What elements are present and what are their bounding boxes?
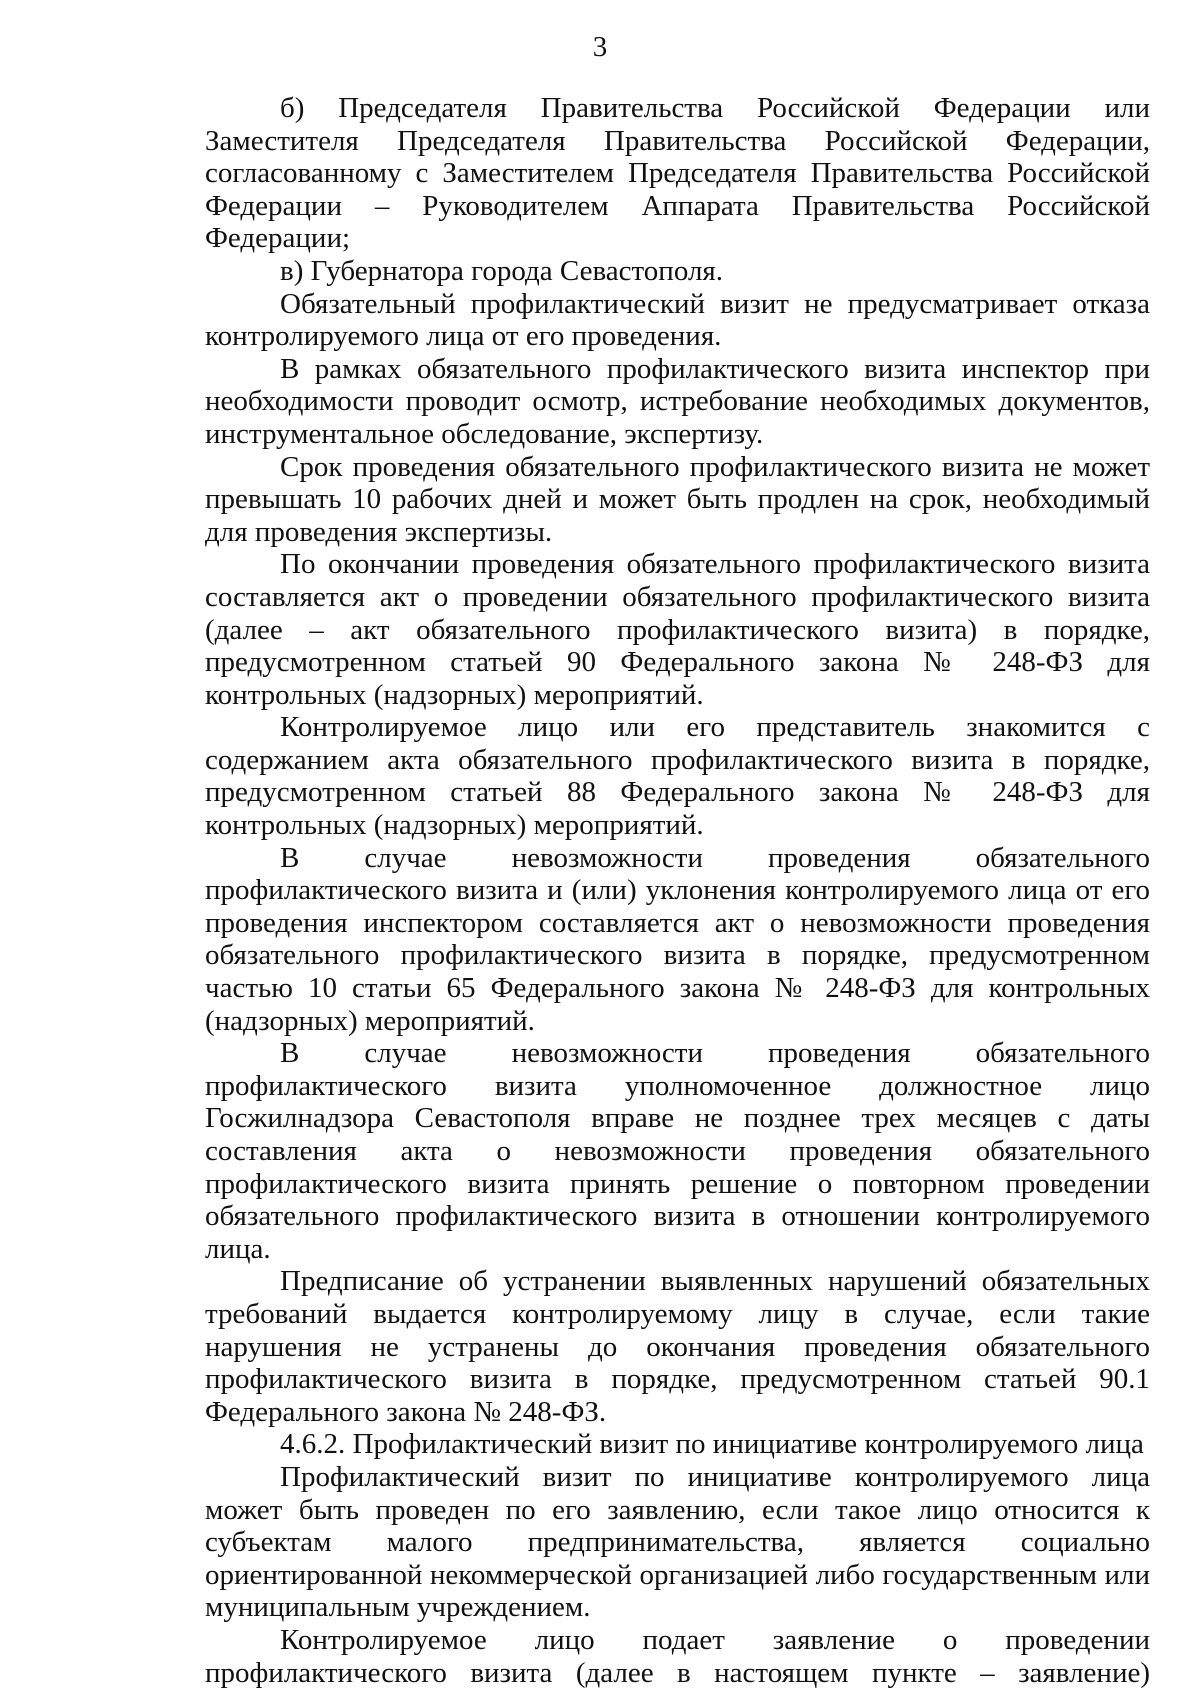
paragraph-v-governor: в) Губернатора города Севастополя. <box>280 254 724 287</box>
paragraph-visit-duration: Срок проведения обязательного профилактического визита не может превышать 10 рабочих дней и может быть продлен на срок, необходимый для проведения экспертизы. <box>205 450 1150 548</box>
paragraph-inspector-actions: В рамках обязательного профилактического визита инспектор при необходимости проводит осмотр, истребование необходимых документов, инструментальное обследование, экспертизу. <box>205 352 1150 450</box>
paragraph-impossibility-act: В случае невозможности проведения обязательного профилактического визита и (или) уклонения контролируемого лица от его проведения инспектором составляется акт о невозможности проведения обязательного профилактического визита в порядке, предусмотренном частью 10 статьи 65 Федерального закона № 248-ФЗ для контрольных (надзорных) мероприятий. <box>205 841 1150 1037</box>
document-body <box>205 92 1150 1689</box>
paragraph-visit-act: По окончании проведения обязательного профилактического визита составляется акт о проведении обязательного профилактического визита (далее – акт обязательного профилактического визита) в порядке, предусмотренном статьей 90 Федерального закона № 248-ФЗ для контрольных (надзорных) мероприятий. <box>205 548 1150 711</box>
paragraph-prescription: Предписание об устранении выявленных нарушений обязательных требований выдается контролируемому лицу в случае, если такие нарушения не устранены до окончания проведения обязательного профилактического визита в порядке, предусмотренном статьей 90.1 Федерального закона № 248-ФЗ. <box>205 1265 1150 1428</box>
section-heading-4-6-2: 4.6.2. Профилактический визит по инициативе контролируемого лица <box>280 1428 1144 1461</box>
paragraph-act-familiarization: Контролируемое лицо или его представитель знакомится с содержанием акта обязательного профилактического визита в порядке, предусмотренном статьей 88 Федерального закона № 248-ФЗ для контрольных (надзорных) мероприятий. <box>205 711 1150 842</box>
paragraph-initiative-visit: Профилактический визит по инициативе контролируемого лица может быть проведен по его заявлению, если такое лицо относится к субъектам малого предпринимательства, является социально ориентированной некоммерческой организацией либо государственным или муниципальным учреждением. <box>205 1460 1150 1624</box>
paragraph-repeat-visit: В случае невозможности проведения обязательного профилактического визита уполномоченное должностное лицо Госжилнадзора Севастополя вправе не позднее трех месяцев с даты составления акта о невозможности проведения обязательного профилактического визита принять решение о повторном проведении обязательного профилактического визита в отношении контролируемого лица. <box>205 1037 1150 1265</box>
paragraph-b-chairman: б) Председателя Правительства Российской Федерации или Заместителя Председателя Правительства Российской Федерации, согласованному с Заместителем Председателя Правительства Российской Федерации – Руководителем Аппарата Правительства Российской Федерации; <box>205 92 1150 255</box>
paragraph-application: Контролируемое лицо подает заявление о проведении профилактического визита (далее в настоящем пункте – заявление) <box>205 1623 1150 1689</box>
page-number: 3 <box>592 31 608 63</box>
paragraph-no-refusal: Обязательный профилактический визит не предусматривает отказа контролируемого лица от его проведения. <box>205 287 1150 353</box>
